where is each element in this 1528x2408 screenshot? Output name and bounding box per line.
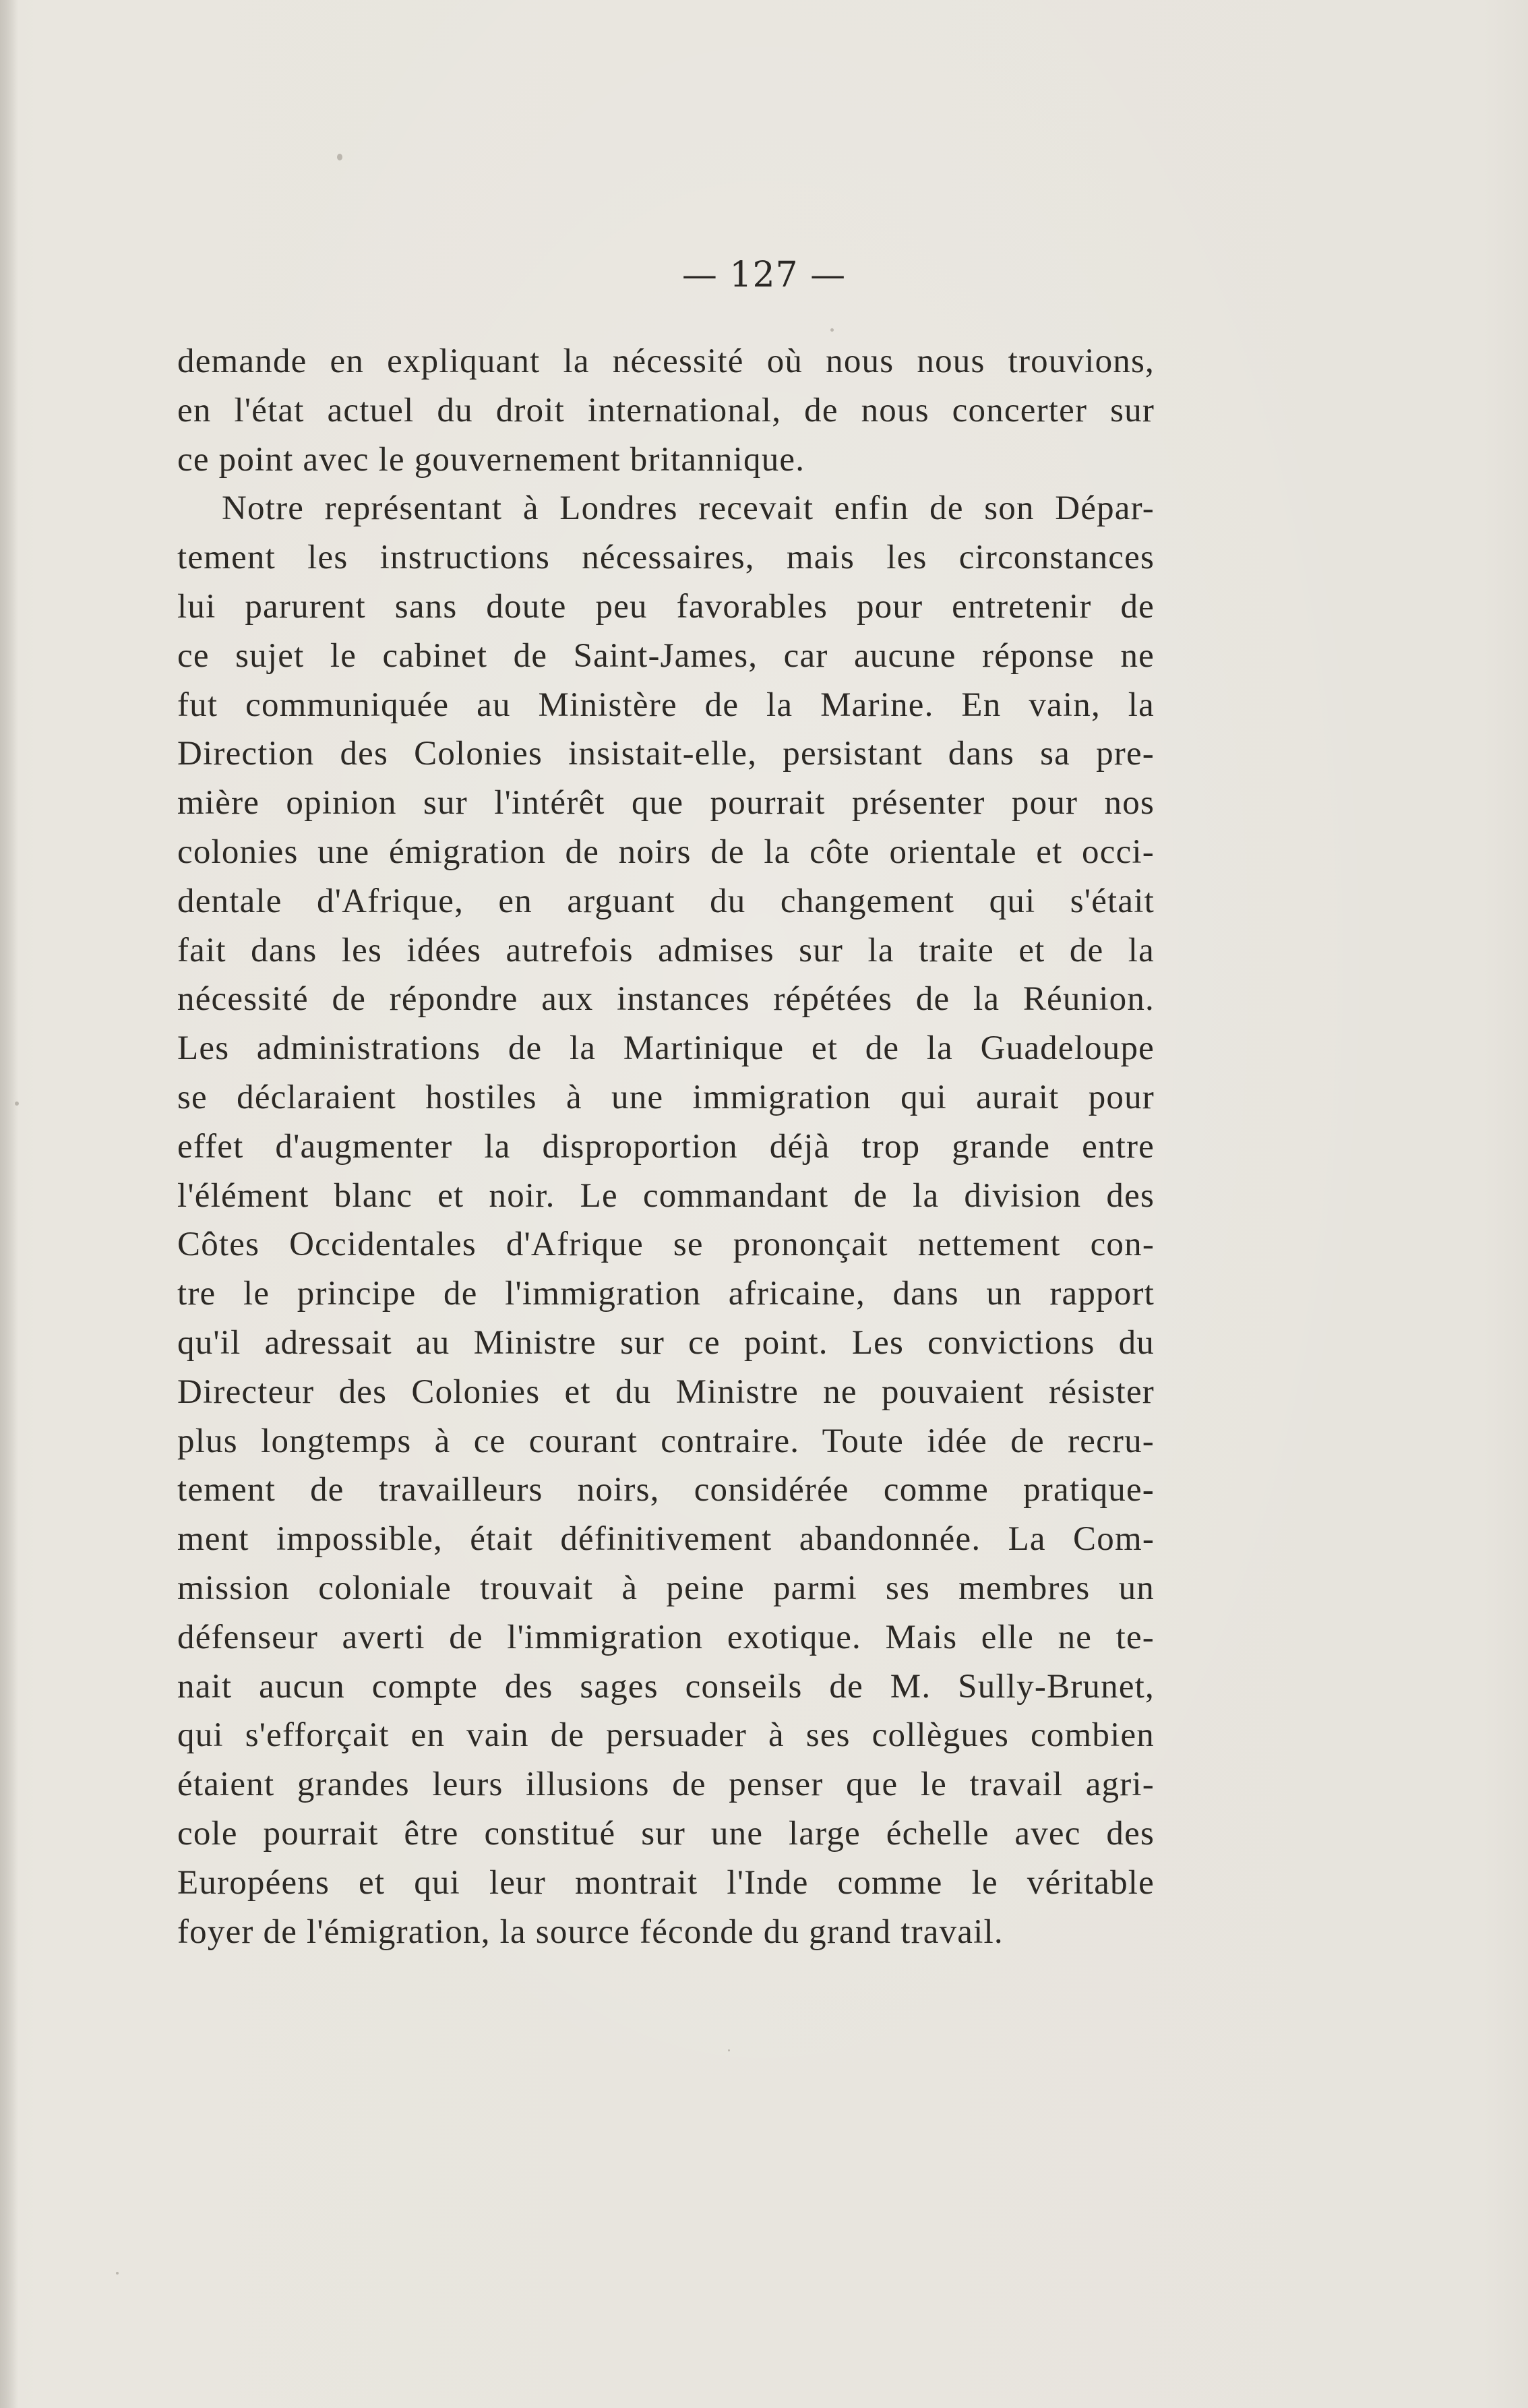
text-line: nécessité de répondre aux instances répétées de la Réunion. xyxy=(177,980,1155,1019)
text-line: qui s'efforçait en vain de persuader à ses collègues combien xyxy=(177,1716,1155,1755)
text-line: effet d'augmenter la disproportion déjà trop grande entre xyxy=(177,1127,1155,1166)
text-line: fait dans les idées autrefois admises sur la traite et de la xyxy=(177,931,1155,969)
text-line: Notre représentant à Londres recevait enfin de son Dépar- xyxy=(222,489,1155,528)
paper-speck xyxy=(116,2272,119,2275)
text-line: Direction des Colonies insistait-elle, persistant dans sa pre- xyxy=(177,735,1155,773)
text-line: défenseur averti de l'immigration exotique. Mais elle ne te- xyxy=(177,1618,1155,1656)
text-line: en l'état actuel du droit international, de nous concerter sur xyxy=(177,391,1155,429)
text-line: fut communiquée au Ministère de la Marine. En vain, la xyxy=(177,686,1155,724)
text-line: plus longtemps à ce courant contraire. Toute idée de recru- xyxy=(177,1422,1155,1460)
paper-speck xyxy=(15,1102,19,1106)
paper-speck xyxy=(337,154,342,160)
text-line: colonies une émigration de noirs de la côte orientale et occi- xyxy=(177,833,1155,871)
text-line: Les administrations de la Martinique et de la Guadeloupe xyxy=(177,1029,1155,1068)
text-line: foyer de l'émigration, la source féconde du grand travail. xyxy=(177,1913,1004,1951)
text-line: lui parurent sans doute peu favorables pour entretenir de xyxy=(177,587,1155,626)
text-line: mière opinion sur l'intérêt que pourrait présenter pour nos xyxy=(177,784,1155,822)
text-line: mission coloniale trouvait à peine parmi ses membres un xyxy=(177,1569,1155,1607)
paper-speck xyxy=(830,328,834,332)
text-line: demande en expliquant la nécessité où nous nous trouvions, xyxy=(177,342,1155,380)
text-line: dentale d'Afrique, en arguant du changement qui s'était xyxy=(177,882,1155,920)
text-line: nait aucun compte des sages conseils de M. Sully-Brunet, xyxy=(177,1667,1155,1706)
paper-speck xyxy=(728,2049,730,2051)
text-line: tement de travailleurs noirs, considérée comme pratique- xyxy=(177,1471,1155,1509)
text-line: tre le principe de l'immigration africaine, dans un rapport xyxy=(177,1275,1155,1313)
text-line: se déclaraient hostiles à une immigration qui aurait pour xyxy=(177,1078,1155,1116)
page-number: — 127 — xyxy=(681,255,847,295)
text-line: Européens et qui leur montrait l'Inde comme le véritable xyxy=(177,1863,1155,1902)
text-line: qu'il adressait au Ministre sur ce point. Les convictions du xyxy=(177,1323,1155,1362)
text-line: étaient grandes leurs illusions de penser que le travail agri- xyxy=(177,1766,1155,1804)
binding-shadow xyxy=(0,0,18,2408)
text-line: ment impossible, était définitivement abandonnée. La Com- xyxy=(177,1520,1155,1559)
body-text xyxy=(177,337,1155,1956)
text-line: Directeur des Colonies et du Ministre ne pouvaient résister xyxy=(177,1373,1155,1411)
text-line: tement les instructions nécessaires, mais les circonstances xyxy=(177,539,1155,577)
text-line: l'élément blanc et noir. Le commandant de la division des xyxy=(177,1176,1155,1215)
text-line: ce point avec le gouvernement britannique. xyxy=(177,440,805,479)
text-line: cole pourrait être constitué sur une large échelle avec des xyxy=(177,1814,1155,1853)
text-line: Côtes Occidentales d'Afrique se prononçait nettement con- xyxy=(177,1226,1155,1264)
text-line: ce sujet le cabinet de Saint-James, car aucune réponse ne xyxy=(177,636,1155,675)
